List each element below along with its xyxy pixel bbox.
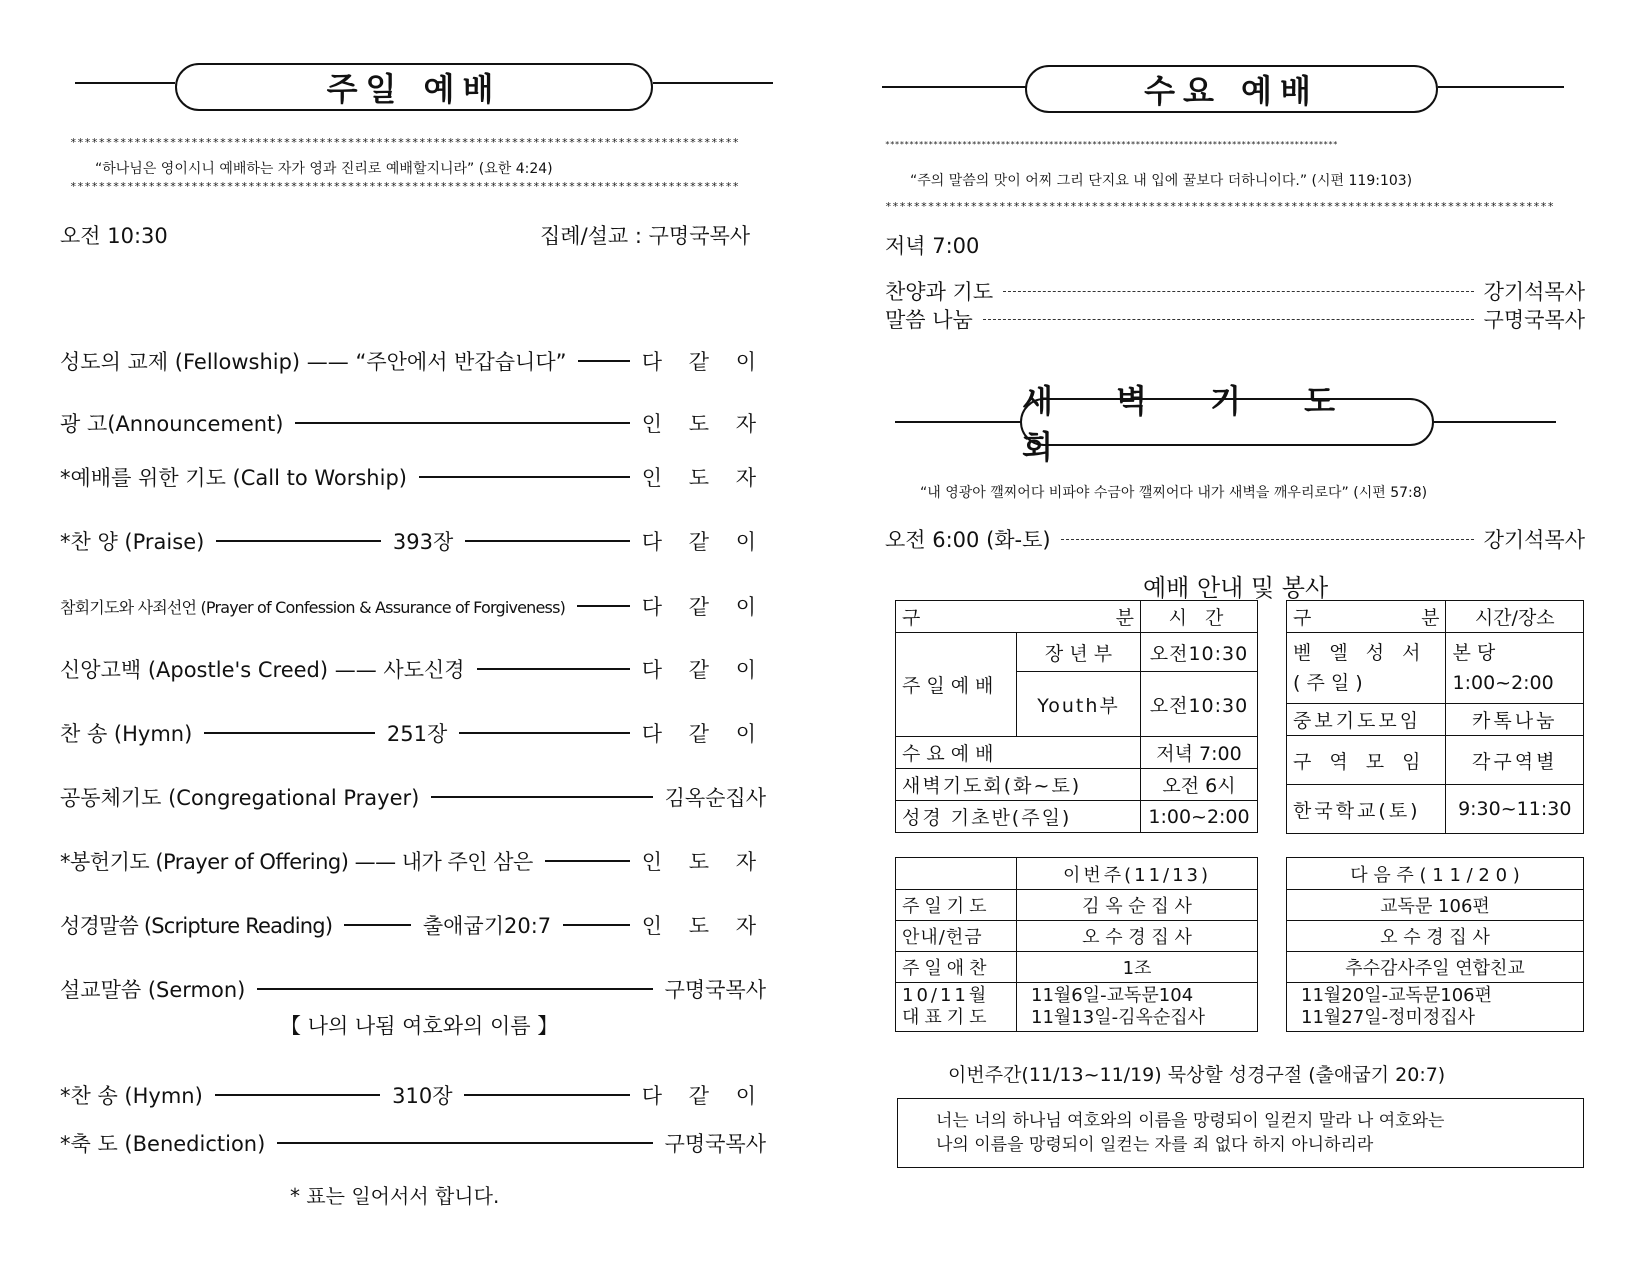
wed-line-left	[882, 86, 1026, 88]
dawn-line-right	[1434, 421, 1556, 423]
order-item: *축 도 (Benediction) 구명국목사	[60, 1132, 766, 1156]
meditation-verse-box: 너는 너의 하나님 여호와의 이름을 망령되이 일컫지 말라 나 여호와는 나의 이름을 망령되이 일컫는 자를 죄 없다 하지 아니하리라	[897, 1098, 1584, 1168]
schedule-table-left: 구 분 시 간 주일예배 장 년 부 오전10:30 Youth부 오전10:30 수 요 예 배 저녁 7:00 새벽기도회(화~토) 오전 6시 성경 기초반(주일) 1:00~2:00	[895, 600, 1258, 833]
dawn-line-left	[895, 421, 1021, 423]
service-time: 오전 10:30	[60, 224, 168, 248]
duty-table-this-week: 이번주(11/13) 주일기도 김 옥 순 집 사 안내/헌금 오 수 경 집 사 주일애찬 1조 10/11월 대표기도 11월6일-교독문104 11월13일-김옥순집사	[895, 857, 1258, 1032]
wed-service-title: 수요 예배	[1025, 65, 1438, 113]
wed-stars-bottom: **********************************************************************************************	[885, 200, 1555, 213]
wed-item: 말씀 나눔 구명국목사	[885, 308, 1585, 332]
dawn-item: 오전 6:00 (화-토) 강기석목사	[885, 528, 1585, 552]
wed-line-right	[1438, 86, 1564, 88]
service-leader: 집례/설교 : 구명국목사	[540, 224, 751, 248]
order-item: *예배를 위한 기도 (Call to Worship) 인 도 자	[60, 466, 766, 490]
stars-top: **********************************************************************************************	[70, 136, 740, 149]
order-item: 찬 송 (Hymn) 251장 다 같 이	[60, 722, 767, 746]
dawn-verse: “내 영광아 깰찌어다 비파야 수금아 깰찌어다 내가 새벽을 깨우리로다” (시편 57:8)	[920, 485, 1428, 501]
stars-bottom: **********************************************************************************************	[70, 180, 740, 193]
order-item: 설교말씀 (Sermon) 구명국목사	[60, 978, 766, 1002]
dawn-prayer-title: 새 벽 기 도 회	[1020, 398, 1434, 446]
order-item: 신앙고백 (Apostle's Creed) —— 사도신경 다 같 이	[60, 658, 766, 682]
order-item: 성도의 교제 (Fellowship) —— “주안에서 반갑습니다” 다 같 이	[60, 350, 766, 374]
meditation-title: 이번주간(11/13~11/19) 묵상할 성경구절 (출애굽기 20:7)	[948, 1064, 1446, 1086]
order-item: 공동체기도 (Congregational Prayer) 김옥순집사	[60, 786, 766, 810]
title-line-left	[75, 82, 175, 84]
duty-table-next-week: 다 음 주 ( 1 1 / 2 0 ) 교독문 106편 오 수 경 집 사 추수감사주일 연합친교 11월20일-교독문106편 11월27일-정미정집사	[1286, 857, 1584, 1032]
sunday-service-title: 주일 예배	[175, 63, 653, 111]
wed-verse: “주의 말씀의 맛이 어찌 그리 단지요 내 입에 꿀보다 더하니이다.” (시편 119:103)	[910, 173, 1413, 189]
order-item: 참회기도와 사죄선언 (Prayer of Confession & Assurance of Forgiveness) 다 같 이	[60, 595, 766, 619]
standing-note: * 표는 일어서서 합니다.	[290, 1184, 500, 1208]
title-line-right	[653, 82, 773, 84]
schedule-title: 예배 안내 및 봉사	[1143, 574, 1329, 602]
order-item: *찬 양 (Praise) 393장 다 같 이	[60, 530, 766, 554]
order-item: *찬 송 (Hymn) 310장 다 같 이	[60, 1084, 767, 1108]
order-item: 성경말씀 (Scripture Reading) 출애굽기20:7 인 도 자	[60, 914, 767, 938]
order-item: 광 고(Announcement) 인 도 자	[60, 412, 766, 436]
order-item: *봉헌기도 (Prayer of Offering) —— 내가 주인 삼은 인 도 자	[60, 850, 766, 874]
sunday-verse: “하나님은 영이시니 예배하는 자가 영과 진리로 예배할지니라” (요한 4:24)	[95, 161, 553, 177]
wed-time: 저녁 7:00	[885, 234, 980, 258]
schedule-table-right: 구 분 시간/장소 벧 엘 성 서 ( 주 일 ) 본 당 1:00~2:00 중보기도모임 카톡나눔 구 역 모 임 각구역별 한국학교(토) 9:30~11:30	[1286, 600, 1584, 834]
wed-item: 찬양과 기도 강기석목사	[885, 280, 1585, 304]
wed-stars-top: **********************************************************************************************	[885, 140, 1338, 149]
sermon-title: 【 나의 나됨 여호와의 이름 】	[280, 1014, 559, 1038]
